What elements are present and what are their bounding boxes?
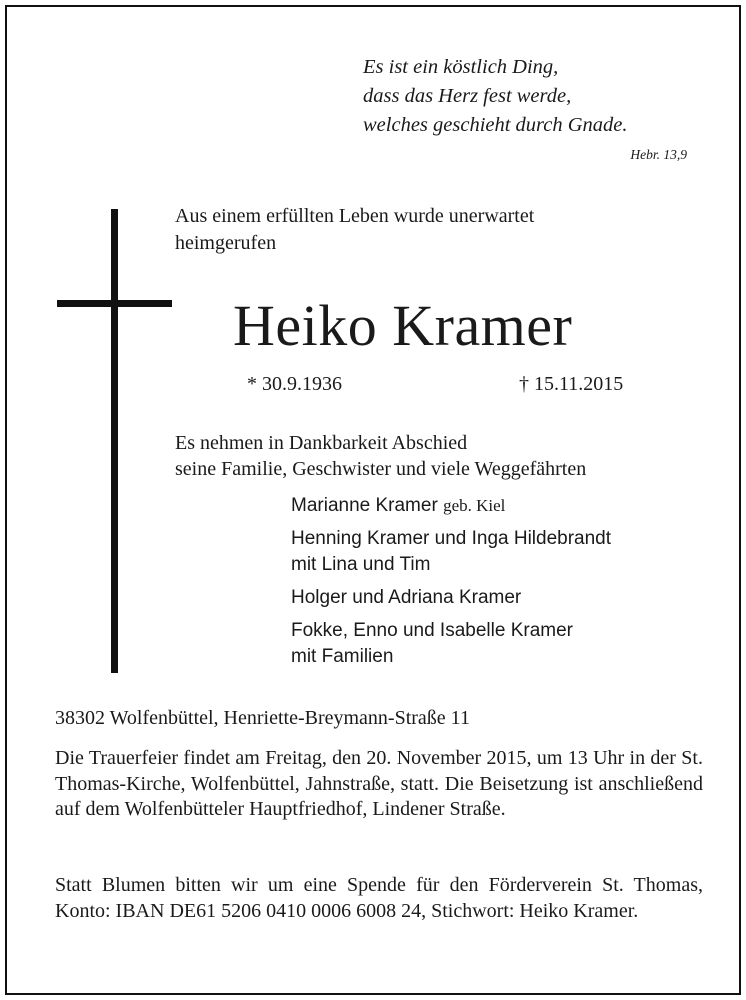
- mourner-entry: [291, 526, 611, 578]
- service-info: Die Trauerfeier findet am Freitag, den 20. November 2015, um 13 Uhr in der St. Thomas-Kirche, Wolfenbüttel, Jahnstraße, statt. Die Beisetzung ist anschließend auf dem Wolfenbütteler Hauptfriedhof, Lindener Straße.: [55, 747, 703, 820]
- intro-text: [175, 203, 534, 257]
- obituary-notice: [5, 5, 741, 995]
- mourner-name: Marianne Kramer: [291, 495, 438, 516]
- verse-reference: Hebr. 13,9: [630, 147, 687, 162]
- verse-line: Es ist ein köstlich Ding,: [363, 56, 559, 78]
- cross-icon-vertical: [111, 209, 118, 673]
- birth-date: * 30.9.1936: [247, 373, 342, 395]
- mourner-name: Fokke, Enno und Isabelle Kramer: [291, 620, 573, 641]
- intro-line: heimgerufen: [175, 232, 277, 254]
- mourners-list: [291, 493, 611, 677]
- mourner-entry: [291, 585, 611, 611]
- bible-verse: [363, 53, 628, 140]
- mourner-entry: [291, 618, 611, 670]
- intro-line: Aus einem erfüllten Leben wurde unerwartet: [175, 205, 535, 227]
- mourner-name: Holger und Adriana Kramer: [291, 587, 522, 608]
- maiden-name: geb. Kiel: [443, 496, 506, 515]
- farewell-text: [175, 430, 586, 482]
- deceased-name: Heiko Kramer: [233, 293, 573, 358]
- mourner-family: mit Familien: [291, 646, 394, 667]
- mourning-address: 38302 Wolfenbüttel, Henriette-Breymann-Straße 11: [55, 707, 470, 729]
- mourner-entry: [291, 493, 611, 519]
- mourner-name: Henning Kramer und Inga Hildebrandt: [291, 528, 612, 549]
- mourner-family: mit Lina und Tim: [291, 554, 431, 575]
- death-date: † 15.11.2015: [519, 373, 624, 395]
- farewell-line: Es nehmen in Dankbarkeit Abschied: [175, 432, 468, 454]
- verse-line: dass das Herz fest werde,: [363, 85, 572, 107]
- verse-line: welches geschieht durch Gnade.: [363, 114, 628, 136]
- farewell-line: seine Familie, Geschwister und viele Weggefährten: [175, 458, 587, 480]
- donation-info: Statt Blumen bitten wir um eine Spende für den Förderverein St. Thomas, Konto: IBAN DE61 5206 0410 0006 6008 24, Stichwort: Heiko Kramer.: [55, 874, 703, 922]
- cross-icon-horizontal: [57, 300, 172, 307]
